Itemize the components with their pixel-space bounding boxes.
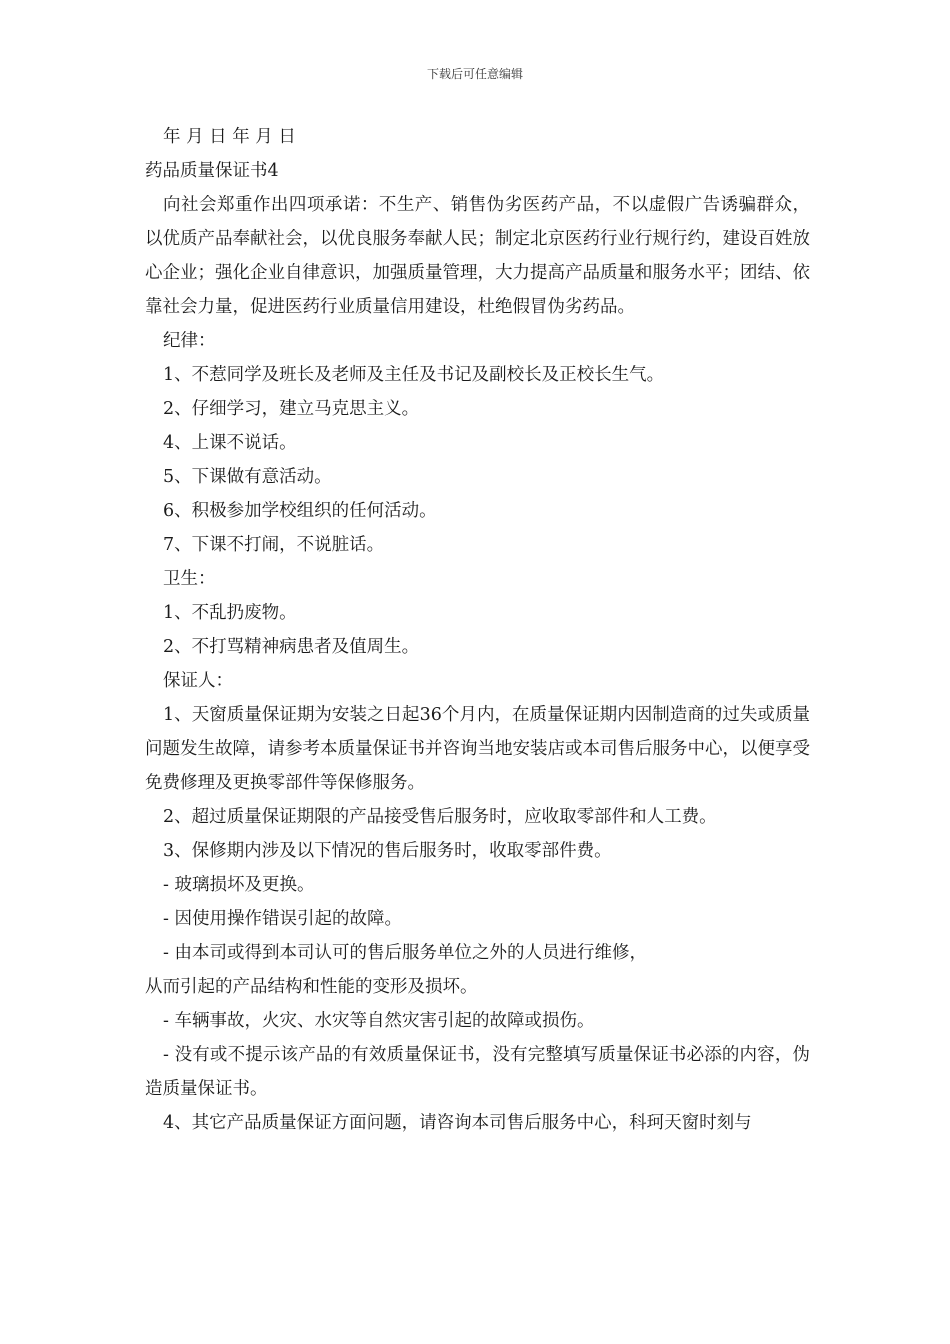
hygiene-item: 1、不乱扔废物。 <box>163 603 297 623</box>
discipline-item: 1、不惹同学及班长及老师及主任及书记及副校长及正校长生气。 <box>163 365 665 385</box>
warranty-clause-2: 2、超过质量保证期限的产品接受售后服务时，应收取零部件和人工费。 <box>163 807 717 827</box>
hygiene-item: 2、不打骂精神病患者及值周生。 <box>163 637 420 657</box>
exclusion-item: - 车辆事故，火灾、水灾等自然灾害引起的故障或损伤。 <box>163 1011 595 1031</box>
document-body <box>145 120 810 1140</box>
discipline-item: 7、下课不打闹，不说脏话。 <box>163 535 385 555</box>
hygiene-heading: 卫生： <box>163 569 216 589</box>
warranty-clause-1: 1、天窗质量保证期为安装之日起36个月内，在质量保证期内因制造商的过失或质量问题发生故障，请参考本质量保证书并咨询当地安装店或本司售后服务中心，以便享受免费修理及更换零部件等保修服务。 <box>145 705 810 793</box>
exclusion-item: - 没有或不提示该产品的有效质量保证书，没有完整填写质量保证书必添的内容，伪造质量保证书。 <box>145 1045 810 1099</box>
document-title: 药品质量保证书4 <box>145 161 279 181</box>
discipline-item: 2、仔细学习，建立马克思主义。 <box>163 399 420 419</box>
date-line: 年 月 日 年 月 日 <box>163 127 296 147</box>
exclusion-item: - 由本司或得到本司认可的售后服务单位之外的人员进行维修， <box>163 943 647 963</box>
exclusion-item: - 因使用操作错误引起的故障。 <box>163 909 402 929</box>
discipline-item: 4、上课不说话。 <box>163 433 297 453</box>
commitment-paragraph: 向社会郑重作出四项承诺：不生产、销售伪劣医药产品，不以虚假广告诱骗群众，以优质产品奉献社会，以优良服务奉献人民；制定北京医药行业行规行约，建设百姓放心企业；强化企业自律意识，加强质量管理，大力提高产品质量和服务水平；团结、依靠社会力量，促进医药行业质量信用建设，杜绝假冒伪劣药品。 <box>145 195 810 317</box>
warranty-clause-3: 3、保修期内涉及以下情况的售后服务时，收取零部件费。 <box>163 841 612 861</box>
discipline-item: 6、积极参加学校组织的任何活动。 <box>163 501 437 521</box>
discipline-heading: 纪律： <box>163 331 216 351</box>
exclusion-item: - 玻璃损坏及更换。 <box>163 875 315 895</box>
exclusion-item-continued: 从而引起的产品结构和性能的变形及损坏。 <box>145 977 478 997</box>
discipline-item: 5、下课做有意活动。 <box>163 467 332 487</box>
download-note-header: 下载后可任意编辑 <box>426 67 523 81</box>
guarantor-heading: 保证人： <box>163 671 233 691</box>
warranty-clause-4: 4、其它产品质量保证方面问题，请咨询本司售后服务中心，科珂天窗时刻与 <box>163 1113 752 1133</box>
